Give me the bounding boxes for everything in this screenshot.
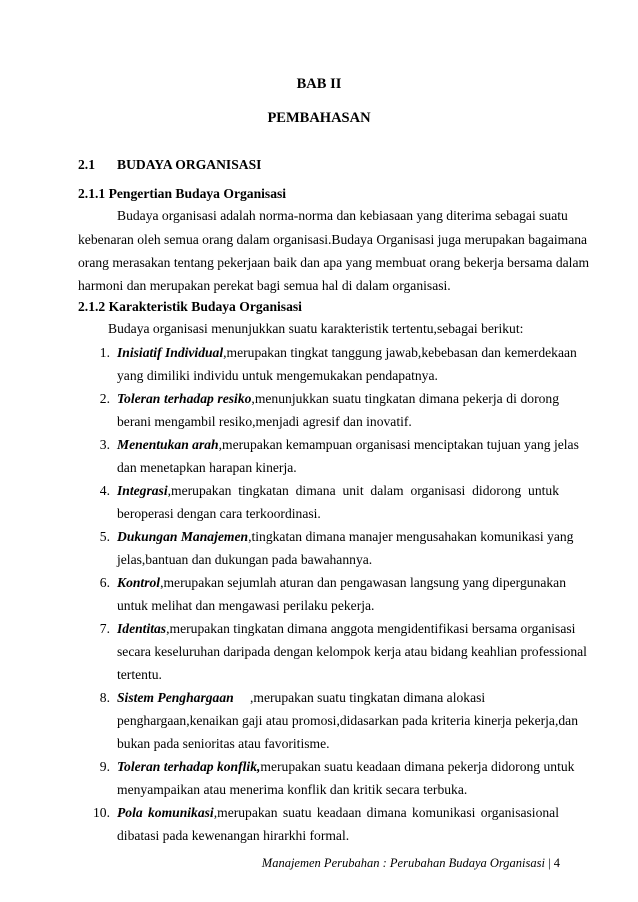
page-footer: Manajemen Perubahan : Perubahan Budaya Organisasi | 4 (261, 856, 560, 870)
subsection-title-characteristics: 2.1.2 Karakteristik Budaya Organisasi (78, 299, 302, 314)
list-item-number: 4. (99, 483, 110, 498)
list-item-continuation: jelas,bantuan dan dukungan pada bawahannya. (117, 552, 373, 567)
list-item-number: 2. (99, 391, 110, 406)
list-item-number: 3. (99, 437, 110, 452)
list-item-term: Toleran terhadap konflik, (117, 759, 261, 774)
list-item-text: ,merupakan sejumlah aturan dan pengawasan langsung yang dipergunakan (160, 575, 566, 590)
list-item-continuation: secara keseluruhan daripada dengan kelompok kerja atau bidang keahlian professional (117, 644, 587, 659)
list-item-text: ,merupakan kemampuan organisasi menciptakan tujuan yang jelas (218, 437, 579, 452)
list-item-text: ,merupakan tingkat tanggung jawab,kebebasan dan kemerdekaan (223, 345, 577, 360)
list-intro: Budaya organisasi menunjukkan suatu karakteristik tertentu,sebagai berikut: (108, 321, 524, 336)
list-item (117, 345, 577, 361)
list-item-number: 8. (99, 690, 110, 705)
list-item (117, 483, 559, 499)
list-item-continuation: menyampaikan atau menerima konflik dan kritik secara terbuka. (117, 782, 468, 797)
list-item-continuation: beroperasi dengan cara terkoordinasi. (117, 506, 321, 521)
section-number: 2.1 (78, 157, 95, 172)
list-item (117, 575, 566, 591)
list-item-number: 1. (99, 345, 110, 360)
list-item (117, 391, 559, 407)
list-item-term: Kontrol (117, 575, 161, 590)
list-item (117, 437, 579, 453)
list-item-text: ,tingkatan dimana manajer mengusahakan komunikasi yang (248, 529, 574, 544)
subsection-title-definition: 2.1.1 Pengertian Budaya Organisasi (78, 186, 287, 201)
list-item-number: 9. (99, 759, 110, 774)
list-item-term: Sistem Penghargaan (117, 690, 234, 705)
list-item-continuation: berani mengambil resiko,menjadi agresif dan inovatif. (117, 414, 412, 429)
list-item-continuation: tertentu. (117, 667, 162, 682)
list-item-continuation: dan menetapkan harapan kinerja. (117, 460, 297, 475)
list-item-term: Identitas (117, 621, 167, 636)
paragraph-line: kebenaran oleh semua orang dalam organisasi.Budaya Organisasi juga merupakan bagaimana (78, 232, 588, 247)
footer-text: Manajemen Perubahan : Perubahan Budaya Organisasi (261, 856, 545, 870)
list-item (117, 621, 576, 637)
list-item-term: Dukungan Manajemen (117, 529, 249, 544)
list-item-term: Pola komunikasi (117, 805, 214, 820)
chapter-number: BAB II (296, 76, 342, 92)
list-item-continuation: bukan pada senioritas atau favoritisme. (117, 736, 330, 751)
paragraph-line: harmoni dan merupakan perekat bagi semua hal di dalam organisasi. (78, 278, 451, 293)
list-item-term: Integrasi (117, 483, 168, 498)
list-item-number: 6. (99, 575, 110, 590)
list-item (117, 759, 575, 775)
list-item (117, 805, 559, 821)
chapter-title: PEMBAHASAN (267, 110, 371, 126)
list-item-term: Menentukan arah (117, 437, 219, 452)
list-item-text: ,menunjukkan suatu tingkatan dimana pekerja di dorong (251, 391, 559, 406)
list-item-number: 10. (93, 805, 110, 820)
list-item-continuation: dibatasi pada kewenangan hirarkhi formal. (117, 828, 350, 843)
list-item-continuation: penghargaan,kenaikan gaji atau promosi,didasarkan pada kriteria kinerja pekerja,dan (117, 713, 578, 728)
list-item-continuation: untuk melihat dan mengawasi perilaku pekerja. (117, 598, 375, 613)
list-item-text: ,merupakan suatu keadaan dimana komunikasi organisasional (213, 805, 559, 820)
list-item-text: ,merupakan suatu tingkatan dimana alokasi (250, 690, 486, 705)
section-title: BUDAYA ORGANISASI (117, 157, 262, 172)
list-item-text: merupakan suatu keadaan dimana pekerja didorong untuk (260, 759, 575, 774)
list-item-text: ,merupakan tingkatan dimana anggota mengidentifikasi bersama organisasi (166, 621, 576, 636)
list-item-number: 5. (99, 529, 110, 544)
list-item-number: 7. (99, 621, 110, 636)
list-item-text: ,merupakan tingkatan dimana unit dalam organisasi didorong untuk (167, 483, 559, 498)
list-item-continuation: yang dimiliki individu untuk mengemukakan pendapatnya. (117, 368, 438, 383)
list-item (117, 529, 574, 545)
list-item-term: Inisiatif Individual (117, 345, 224, 360)
list-item-term: Toleran terhadap resiko (117, 391, 252, 406)
paragraph-line: Budaya organisasi adalah norma-norma dan kebiasaan yang diterima sebagai suatu (117, 208, 568, 223)
page-number: 4 (553, 856, 560, 870)
paragraph-line: orang merasakan tentang pekerjaan baik dan apa yang membuat orang bekerja bersama dalam (78, 255, 590, 270)
